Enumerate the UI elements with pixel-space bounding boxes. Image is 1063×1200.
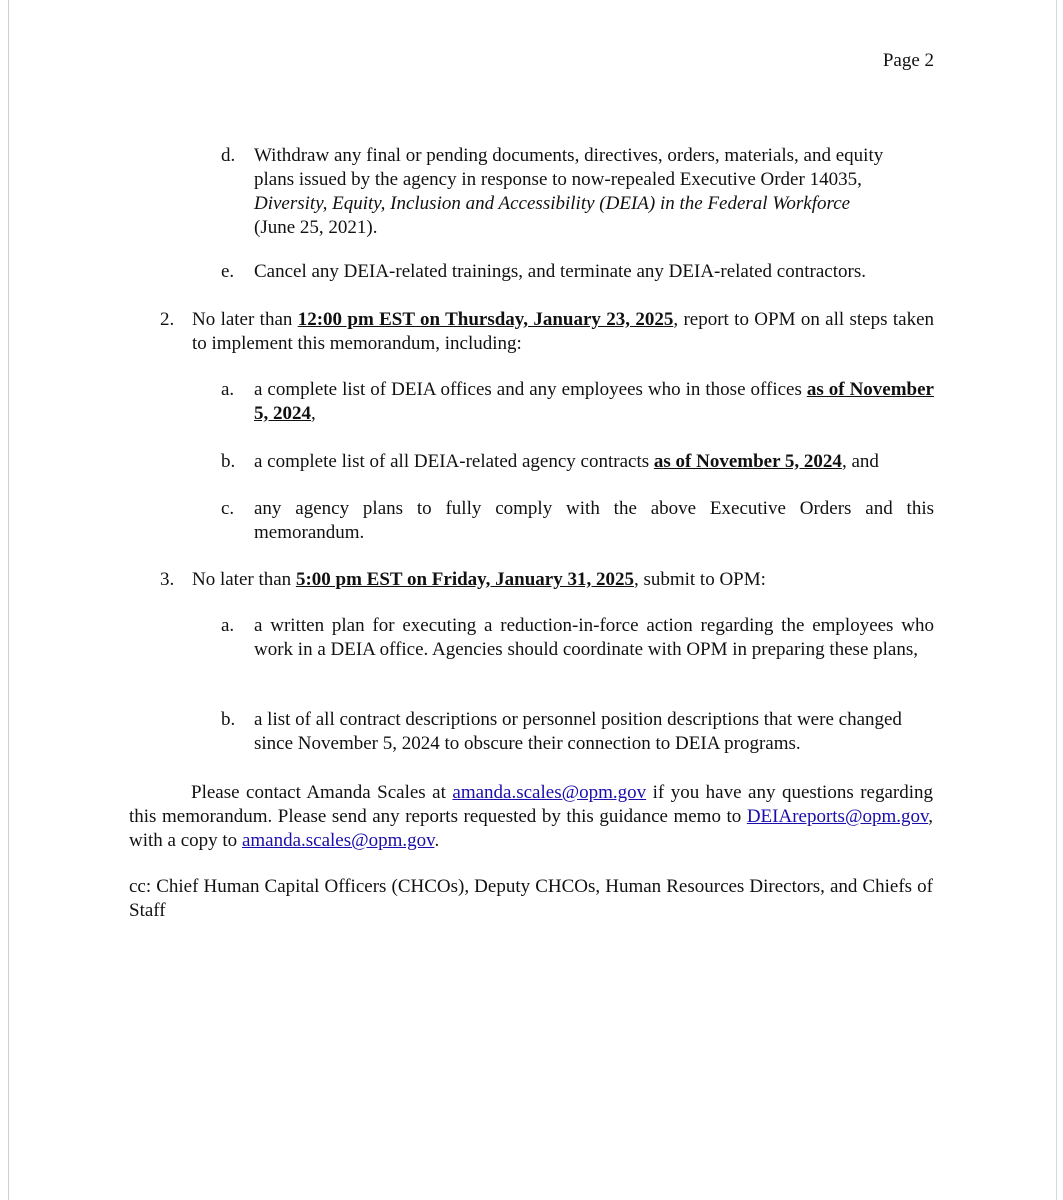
list-marker: c. — [221, 498, 235, 519]
list-item-d — [0, 144, 1063, 240]
sub-item-2a — [0, 378, 1063, 426]
deadline-text: 12:00 pm EST on Thursday, January 23, 2025 — [297, 309, 674, 330]
sub-item-3a — [0, 614, 1063, 686]
list-item-text: any agency plans to fully comply with the above Executive Orders and this memorandum. — [254, 498, 934, 543]
list-marker: a. — [221, 379, 235, 400]
item-text-part: a complete list of DEIA offices and any employees who in those offices — [254, 379, 807, 400]
list-item-text — [254, 450, 934, 474]
list-item-text — [192, 568, 934, 592]
list-marker: 3. — [160, 569, 175, 590]
email-link-amanda-scales-copy[interactable]: amanda.scales@opm.gov — [241, 830, 435, 851]
list-marker: a. — [221, 615, 235, 636]
paragraph-text-part: if you have any questions regarding this memorandum. Please send any reports requested by this guidance memo to — [129, 782, 934, 827]
item-text-part: , and — [841, 451, 879, 472]
item-text-part: a complete list of all DEIA-related agency contracts — [254, 451, 654, 472]
sub-item-3b — [0, 708, 1063, 756]
list-item-text — [254, 144, 894, 240]
contact-paragraph — [129, 781, 933, 853]
email-link-amanda-scales[interactable]: amanda.scales@opm.gov — [452, 782, 647, 803]
list-item-e — [0, 260, 1063, 284]
list-item-text — [254, 378, 934, 426]
date-text: as of November 5, 2024 — [254, 379, 934, 424]
sub-item-2b — [0, 450, 1063, 474]
list-marker: e. — [221, 261, 235, 282]
item-text-part: No later than — [192, 569, 296, 590]
list-marker: d. — [221, 145, 236, 166]
item-text-part: , — [311, 403, 316, 424]
list-marker: b. — [221, 451, 236, 472]
paragraph-text-part: , with a copy to — [129, 806, 933, 851]
item-text-part: , report to OPM on all steps taken to implement this memorandum, including: — [192, 309, 935, 354]
list-marker: 2. — [160, 309, 175, 330]
cc-paragraph: cc: Chief Human Capital Officers (CHCOs), Deputy CHCOs, Human Resources Directors, and Chiefs of Staff — [129, 876, 933, 921]
list-item-text: a list of all contract descriptions or personnel position descriptions that were changed since November 5, 2024 to obscure their connection to DEIA programs. — [254, 709, 902, 754]
list-item-3 — [0, 568, 1063, 592]
executive-order-title: Diversity, Equity, Inclusion and Accessibility (DEIA) in the Federal Workforce — [254, 193, 851, 214]
list-item-2 — [0, 308, 1063, 356]
list-item-text: Cancel any DEIA-related trainings, and terminate any DEIA-related contractors. — [254, 261, 866, 282]
sub-item-2c — [0, 497, 1063, 545]
item-text-part: , submit to OPM: — [633, 569, 766, 590]
item-text-part: No later than — [192, 309, 298, 330]
paragraph-text-part: Please contact Amanda Scales at — [191, 782, 453, 803]
email-link-deia-reports[interactable]: DEIAreports@opm.gov — [746, 806, 929, 827]
item-text-part: Withdraw any final or pending documents, directives, orders, materials, and equity plans issued by the agency in response to now-repealed Executive Order 14035, — [254, 145, 884, 190]
date-text: as of November 5, 2024 — [653, 451, 842, 472]
deadline-text: 5:00 pm EST on Friday, January 31, 2025 — [295, 569, 634, 590]
list-item-text: a written plan for executing a reduction-in-force action regarding the employees who work in a DEIA office. Agencies should coordinate with OPM in preparing these plans, — [254, 615, 934, 660]
paragraph-text-part: . — [434, 830, 440, 851]
list-item-text — [192, 308, 934, 356]
page-number: Page 2 — [882, 50, 934, 71]
list-marker: b. — [221, 709, 236, 730]
item-text-part: (June 25, 2021). — [254, 217, 378, 238]
